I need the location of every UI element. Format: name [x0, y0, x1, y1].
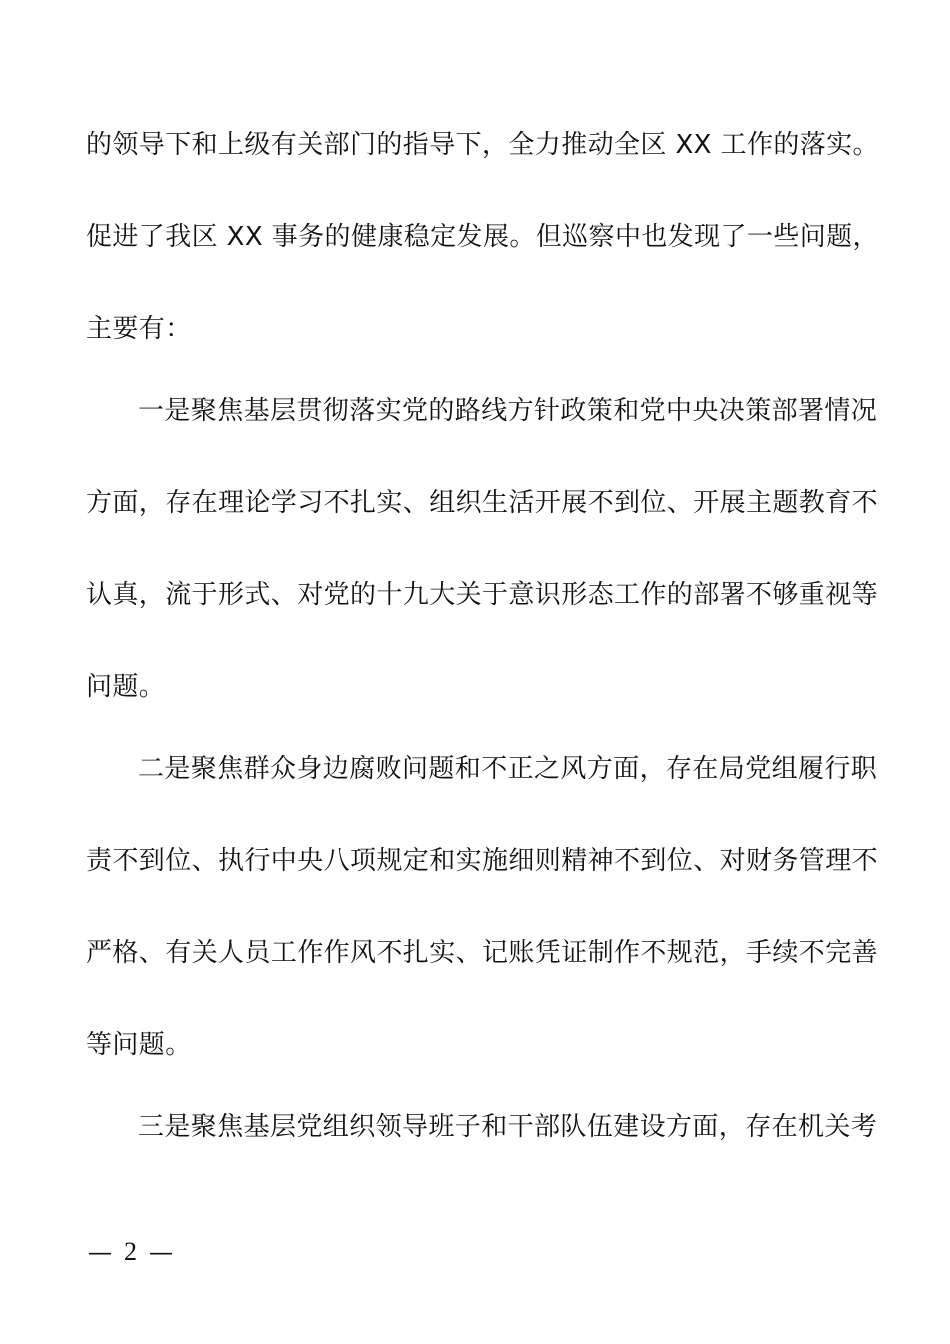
body-text-line: 等问题。	[86, 1030, 192, 1060]
body-text-line: 的领导下和上级有关部门的指导下，全力推动全区 XX 工作的落实。	[86, 130, 879, 160]
page-footer	[88, 1234, 173, 1270]
body-text-line: 认真，流于形式、对党的十九大关于意识形态工作的部署不够重视等	[86, 580, 879, 610]
page-number: 2	[124, 1237, 137, 1266]
body-text-line: 责不到位、执行中央八项规定和实施细则精神不到位、对财务管理不	[86, 846, 879, 876]
paragraph-first-line: 三是聚焦基层党组织领导班子和干部队伍建设方面，存在机关考	[138, 1112, 878, 1142]
footer-dash-right: —	[149, 1238, 173, 1266]
body-text-line: 主要有：	[86, 314, 192, 344]
body-text-line: 促进了我区 XX 事务的健康稳定发展。但巡察中也发现了一些问题，	[86, 222, 879, 252]
body-text-line: 方面，存在理论学习不扎实、组织生活开展不到位、开展主题教育不	[86, 488, 879, 518]
body-text-line: 问题。	[86, 672, 166, 702]
body-text-line: 严格、有关人员工作作风不扎实、记账凭证制作不规范，手续不完善	[86, 938, 879, 968]
paragraph-first-line: 一是聚焦基层贯彻落实党的路线方针政策和党中央决策部署情况	[138, 396, 878, 426]
paragraph-first-line: 二是聚焦群众身边腐败问题和不正之风方面，存在局党组履行职	[138, 754, 878, 784]
footer-dash-left: —	[88, 1238, 112, 1266]
